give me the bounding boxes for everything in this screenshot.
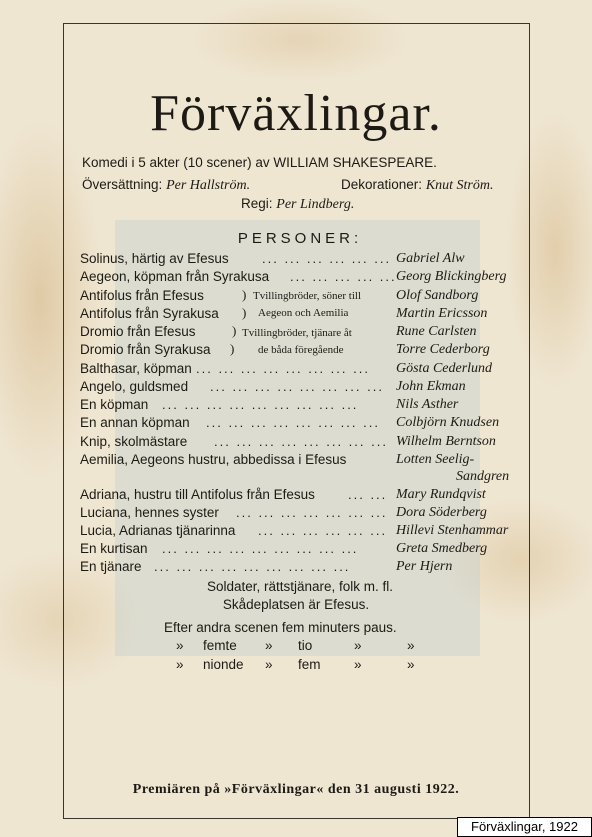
cast-role: Antifolus från Syrakusa — [80, 306, 219, 321]
cast-dots: ... ... ... ... ... ... ... ... — [214, 434, 388, 449]
cast-actor: Gösta Cederlund — [396, 361, 493, 376]
direction-label: Regi: — [241, 196, 273, 211]
pause-scene: nionde — [203, 657, 244, 672]
translator: Per Hallström. — [166, 178, 251, 193]
cast-dots: ... ... ... ... ... ... ... ... ... — [154, 559, 351, 574]
cast-dots: ... ... ... ... ... ... ... ... ... — [162, 541, 359, 556]
cast-dots: ... ... ... ... ... ... ... ... — [206, 415, 380, 430]
cast-actor: Mary Rundqvist — [396, 487, 486, 502]
cast-role: Antifolus från Efesus — [80, 288, 204, 303]
cast-dots: ... ... ... ... ... — [290, 269, 397, 284]
twin-brace: ) — [230, 341, 235, 356]
twin-brace: ) — [232, 323, 237, 338]
extras: Soldater, rättstjänare, folk m. fl. — [206, 579, 394, 594]
ditto-mark: » — [407, 638, 415, 653]
decorations-label: Dekorationer: — [341, 177, 423, 192]
ditto-mark: » — [176, 638, 184, 653]
cast-actor: Rune Carlsten — [396, 324, 477, 339]
cast-role: En tjänare — [80, 559, 142, 574]
setting: Skådeplatsen är Efesus. — [222, 597, 370, 612]
cast-role: Lucia, Adrianas tjänarinna — [80, 523, 236, 538]
twin-note: Tvillingbröder, söner till — [253, 290, 362, 302]
cast-dots: ... ... ... ... ... ... — [258, 523, 388, 538]
cast-actor: Dora Söderberg — [396, 505, 487, 520]
direction — [241, 196, 354, 213]
cast-role: Dromio från Efesus — [80, 324, 196, 339]
subtitle-prefix: Komedi i 5 akter (10 scener) av — [82, 155, 270, 170]
cast-role: Angelo, guldsmed — [80, 379, 189, 394]
cast-actor: Greta Smedberg — [396, 541, 488, 556]
translation-label: Översättning: — [82, 177, 163, 192]
cast-actor: Wilhelm Berntson — [396, 434, 496, 449]
decorator: Knut Ström. — [425, 178, 494, 193]
translation — [82, 177, 250, 194]
ditto-mark: » — [176, 657, 184, 672]
cast-role: Aegeon, köpman från Syrakusa — [80, 269, 270, 284]
ditto-mark: » — [265, 657, 273, 672]
cast-role: Adriana, hustru till Antifolus från Efesus — [80, 487, 315, 502]
cast-actor: Georg Blickingberg — [396, 269, 507, 284]
cast-role: Luciana, hennes syster — [80, 505, 219, 520]
ditto-mark: » — [407, 657, 415, 672]
cast-role: Balthasar, köpman — [80, 361, 192, 376]
ditto-mark: » — [265, 638, 273, 653]
pause-minutes: tio — [298, 638, 313, 653]
personer-heading: PERSONER: — [237, 230, 363, 247]
director: Per Lindberg. — [276, 197, 355, 212]
cast-dots: ... ... ... ... ... ... ... — [236, 505, 388, 520]
author: WILLIAM SHAKESPEARE. — [273, 155, 437, 170]
page-title: Förväxlingar. — [150, 85, 442, 142]
cast-actor: Hillevi Stenhammar — [396, 523, 509, 538]
cast-role: Dromio från Syrakusa — [80, 342, 211, 357]
cast-actor: Nils Asther — [396, 397, 459, 412]
cast-role: En annan köpman — [80, 415, 190, 430]
ditto-mark: » — [354, 638, 362, 653]
twin-brace: ) — [242, 305, 247, 320]
cast-actor: Martin Ericsson — [396, 306, 488, 321]
twin-note: Tvillingbröder, tjänare åt — [242, 327, 352, 339]
twin-note: de båda föregående — [258, 344, 344, 356]
cast-actor: Colbjörn Knudsen — [396, 415, 500, 430]
caption: Förväxlingar, 1922 — [457, 817, 592, 837]
cast-role: Knip, skolmästare — [80, 434, 188, 449]
premiere-line: Premiären på »Förväxlingar« den 31 augusti 1922. — [132, 782, 460, 797]
cast-dots: ... ... ... ... ... ... — [262, 251, 392, 266]
cast-role: En köpman — [80, 397, 149, 412]
ditto-mark: » — [354, 657, 362, 672]
cast-dots: ... ... ... ... ... ... ... ... — [210, 379, 384, 394]
cast-actor: Torre Cederborg — [396, 342, 490, 357]
twin-brace: ) — [242, 287, 247, 302]
cast-actor: Olof Sandborg — [396, 288, 479, 303]
cast-role: En kurtisan — [80, 541, 148, 556]
cast-dots: ... ... — [348, 487, 388, 502]
pause-minutes: fem — [298, 657, 321, 672]
pause-scene: femte — [203, 638, 237, 653]
cast-actor-continued: Sandgren — [456, 469, 510, 484]
cast-role: Solinus, härtig av Efesus — [80, 251, 229, 266]
cast-dots: ... ... ... ... ... ... ... ... ... — [162, 397, 359, 412]
pause-line: Efter andra scenen fem minuters paus. — [164, 620, 397, 635]
cast-actor: Per Hjern — [396, 559, 453, 574]
cast-actor: Gabriel Alw — [396, 251, 465, 266]
cast-role: Aemilia, Aegeons hustru, abbedissa i Efesus — [80, 452, 347, 467]
cast-actor: John Ekman — [396, 379, 466, 394]
decorations — [341, 177, 494, 194]
twin-note: Aegeon och Aemilia — [258, 307, 349, 319]
subtitle — [82, 155, 437, 170]
cast-actor: Lotten Seelig- — [396, 452, 475, 467]
cast-dots: ... ... ... ... ... ... ... ... — [196, 361, 370, 376]
